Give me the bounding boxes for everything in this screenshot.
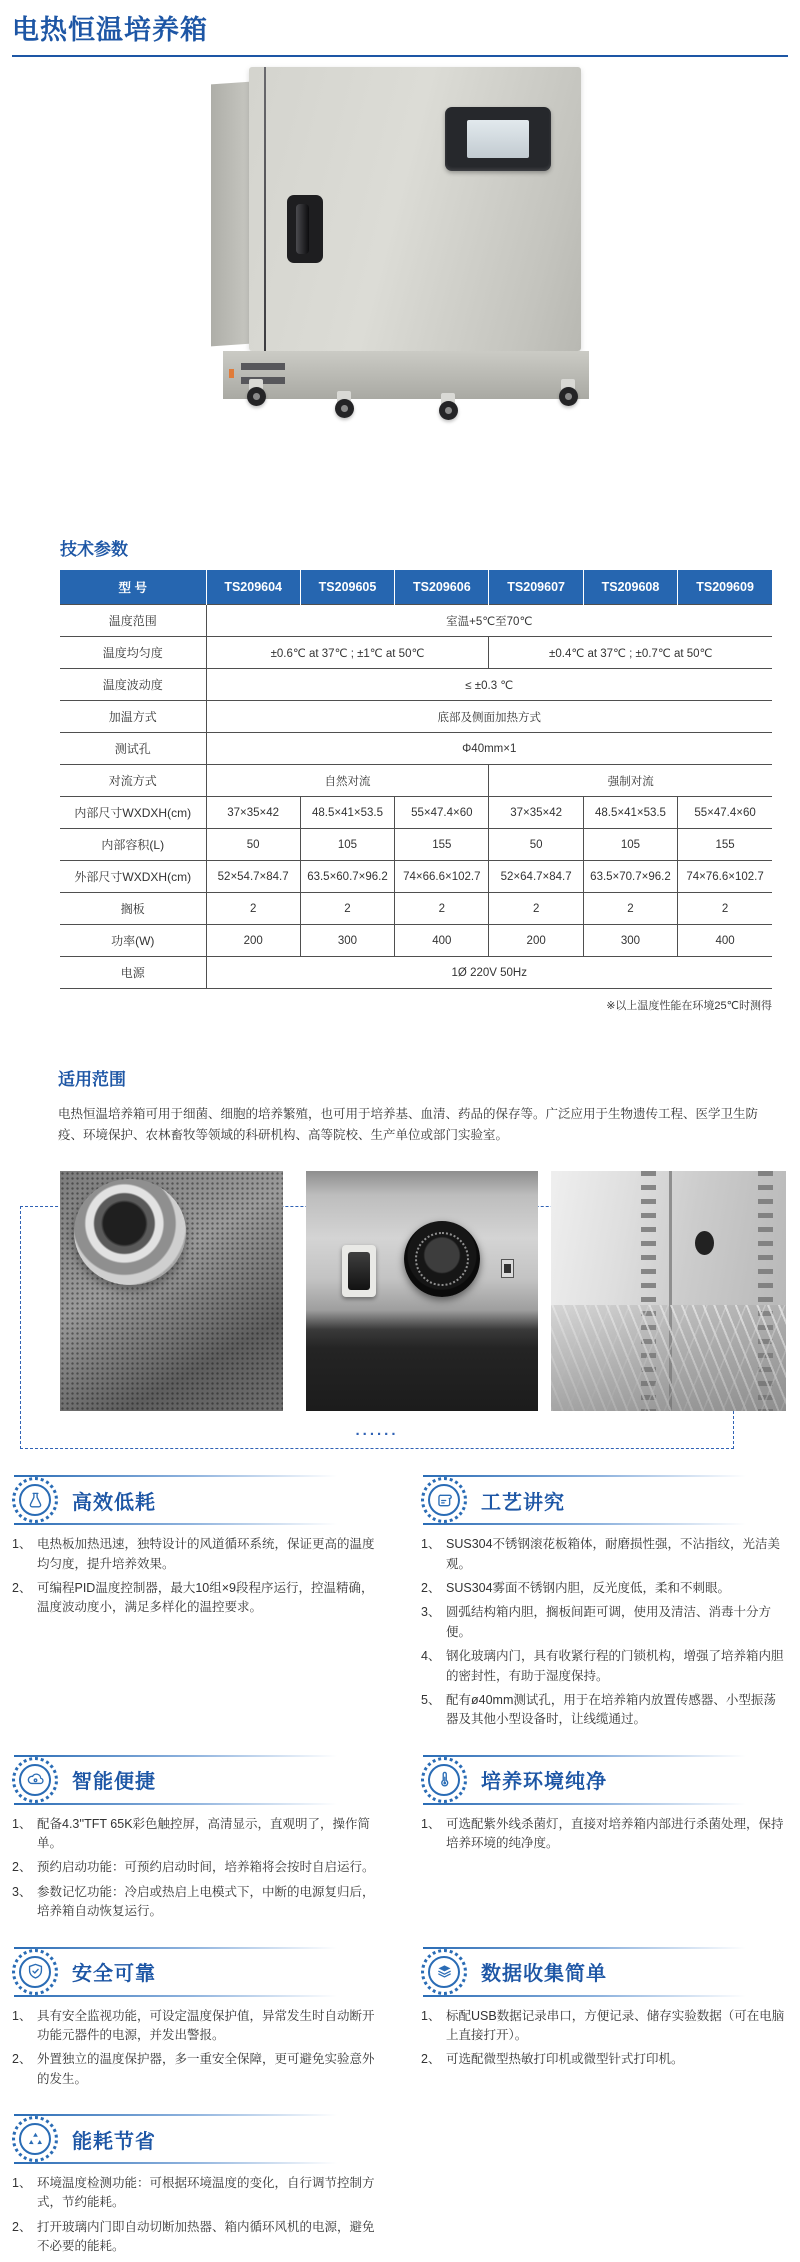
feature-list (12, 1535, 379, 1618)
spec-value: 55×47.4×60 (678, 797, 772, 829)
spec-value: 400 (395, 925, 489, 957)
spec-value: 37×35×42 (489, 797, 583, 829)
spec-value: 2 (300, 893, 394, 925)
feature-item (421, 2007, 788, 2046)
feature-item (12, 1535, 379, 1574)
touchscreen-display (445, 107, 551, 171)
feature-item-number: 2、 (421, 1581, 441, 1595)
feature-item (421, 1579, 788, 1598)
spec-row (60, 605, 772, 637)
specs-table (60, 570, 772, 989)
door-seam (264, 67, 266, 351)
feature-item-text: 钢化玻璃内门，具有收紧行程的门锁机构，增强了培养箱内胆的密封性，有助于湿度保持。 (446, 1649, 784, 1683)
spec-label: 内部尺寸WXDXH(cm) (60, 797, 206, 829)
specs-heading: 技术参数 (60, 540, 128, 559)
spec-value: 52×64.7×84.7 (489, 861, 583, 893)
feature-section (421, 1755, 788, 1927)
feature-item (421, 1535, 788, 1574)
feature-divider-bottom (14, 1523, 337, 1525)
model-column-header: TS209605 (300, 570, 394, 605)
feature-item-text: 参数记忆功能：冷启或热启上电模式下，中断的电源复归后，培养箱自动恢复运行。 (37, 1884, 375, 1919)
specs-section (60, 535, 772, 989)
feature-divider-top (423, 1755, 746, 1757)
spec-value: 52×54.7×84.7 (206, 861, 300, 893)
cabinet-base (223, 351, 589, 399)
caster-wheel (437, 393, 459, 423)
feature-badge (421, 1949, 467, 1995)
spec-value: 50 (206, 829, 300, 861)
spec-label: 温度范围 (60, 605, 206, 637)
spec-value: 2 (489, 893, 583, 925)
specs-table-body (60, 605, 772, 989)
feature-section (12, 1947, 379, 2095)
spec-label: 功率(W) (60, 925, 206, 957)
spec-value: 55×47.4×60 (395, 797, 489, 829)
spec-value: 48.5×41×53.5 (300, 797, 394, 829)
feature-item-number: 1、 (12, 1816, 32, 1831)
feature-section (12, 1475, 379, 1734)
spec-row (60, 829, 772, 861)
spec-value: 63.5×60.7×96.2 (300, 861, 394, 893)
test-hole-port (74, 1179, 186, 1285)
interior-hole (695, 1231, 714, 1255)
feature-item-text: 外置独立的温度保护器，多一重安全保障，更可避免实验意外的发生。 (37, 2052, 375, 2086)
feature-item-text: 标配USB数据记录串口，方便记录、储存实验数据（可在电脑上直接打开）。 (446, 2008, 785, 2042)
caster-wheel (557, 379, 579, 409)
spec-value: 底部及侧面加热方式 (206, 701, 772, 733)
spec-value: ±0.6℃ at 37℃ ; ±1℃ at 50℃ (206, 637, 489, 669)
shield-check-icon (26, 1962, 45, 1981)
spec-row (60, 637, 772, 669)
spec-label: 温度均匀度 (60, 637, 206, 669)
feature-item-text: SUS304雾面不锈钢内胆，反光度低，柔和不刺眼。 (446, 1581, 731, 1595)
scope-body: 电热恒温培养箱可用于细菌、细胞的培养繁殖，也可用于培养基、血清、药品的保存等。广泛应用于生物遗传工程、医学卫生防疫、环境保护、农林畜牧等领域的科研机构、高等院校、生产单位或部门实验室。 (58, 1107, 759, 1142)
feature-title: 高效低耗 (72, 1491, 156, 1514)
gallery-ellipsis: ...... (355, 1422, 399, 1440)
feature-item (12, 2218, 379, 2257)
caster-wheel (333, 391, 355, 421)
spec-row (60, 925, 772, 957)
feature-item-text: SUS304不锈钢滚花板箱体，耐磨损性强，不沾指纹，光洁美观。 (446, 1537, 781, 1571)
vent-slot (241, 363, 285, 370)
scope-heading: 适用范围 (58, 1070, 126, 1089)
feature-item-number: 3、 (12, 1884, 32, 1899)
flask-icon (26, 1491, 45, 1510)
spec-value: 1Ø 220V 50Hz (206, 957, 772, 989)
feature-grid (0, 1475, 800, 2261)
spec-label: 内部容积(L) (60, 829, 206, 861)
feature-title: 能耗节省 (72, 2130, 156, 2153)
feature-list (421, 2007, 788, 2070)
spec-row (60, 733, 772, 765)
feature-title: 安全可靠 (72, 1963, 156, 1985)
spec-value: 自然对流 (206, 765, 489, 797)
spec-label: 测试孔 (60, 733, 206, 765)
spec-value: 105 (300, 829, 394, 861)
feature-badge (421, 1757, 467, 1803)
spec-value: 300 (300, 925, 394, 957)
product-photo (0, 57, 800, 439)
feature-item-text: 打开玻璃内门即自动切断加热器、箱内循环风机的电源，避免不必要的能耗。 (37, 2219, 375, 2254)
detail-gallery (0, 1171, 800, 1455)
spec-value: 300 (583, 925, 677, 957)
feature-item (12, 2050, 379, 2089)
feature-item-number: 5、 (421, 1692, 441, 1707)
feature-item (12, 1883, 379, 1922)
spec-value: 400 (678, 925, 772, 957)
feature-item (12, 2007, 379, 2046)
spec-value: 200 (489, 925, 583, 957)
spec-value: 室温+5℃至70℃ (206, 605, 772, 637)
model-column-header: TS209609 (678, 570, 772, 605)
specs-note: ※以上温度性能在环境25℃时测得 (606, 1000, 772, 1012)
spec-value: 2 (583, 893, 677, 925)
feature-item-text: 可选配紫外线杀菌灯，直接对培养箱内部进行杀菌处理，保持培养环境的纯净度。 (446, 1816, 784, 1850)
model-column-header: TS209604 (206, 570, 300, 605)
feature-title: 工艺讲究 (481, 1491, 565, 1514)
spec-value: ≤ ±0.3 ℃ (206, 669, 772, 701)
spec-value: 155 (395, 829, 489, 861)
spec-value: 48.5×41×53.5 (583, 797, 677, 829)
feature-item-text: 电热板加热迅速，独特设计的风道循环系统，保证更高的温度均匀度，提升培养效果。 (37, 1537, 375, 1571)
page-title: 电热恒温培养箱 (12, 15, 208, 45)
feature-item-number: 2、 (12, 1860, 32, 1875)
feature-item-text: 环境温度检测功能：可根据环境温度的变化，自行调节控制方式，节约能耗。 (37, 2176, 375, 2210)
feature-title: 智能便捷 (72, 1771, 156, 1794)
feature-item-text: 圆弧结构箱内胆，搁板间距可调，使用及清洁、消毒十分方便。 (446, 1605, 772, 1639)
layers-icon (435, 1962, 454, 1981)
spec-value: ±0.4℃ at 37℃ ; ±0.7℃ at 50℃ (489, 637, 772, 669)
feature-item (421, 1647, 788, 1686)
feature-item (12, 1858, 379, 1877)
feature-badge (12, 1949, 58, 1995)
feature-badge (12, 2116, 58, 2162)
blueprint-scroll-icon (435, 1491, 454, 1510)
feature-list (12, 1815, 379, 1922)
feature-section (12, 1755, 379, 1927)
feature-section (421, 1475, 788, 1734)
spec-value: 2 (395, 893, 489, 925)
feature-divider-top (14, 2114, 337, 2116)
spec-value: 74×66.6×102.7 (395, 861, 489, 893)
door-handle (287, 195, 323, 263)
spec-value: 63.5×70.7×96.2 (583, 861, 677, 893)
rocker-switch (342, 1245, 376, 1297)
spec-row (60, 893, 772, 925)
spec-label: 加温方式 (60, 701, 206, 733)
feature-item-number: 2、 (12, 2219, 32, 2234)
label-column-header: 型 号 (60, 570, 206, 605)
feature-section (12, 2114, 379, 2262)
feature-item-number: 1、 (12, 2176, 32, 2190)
page-header (0, 0, 800, 57)
spec-value: 200 (206, 925, 300, 957)
feature-badge (12, 1757, 58, 1803)
feature-divider-bottom (423, 1995, 746, 1997)
model-column-header: TS209606 (395, 570, 489, 605)
spec-value: 105 (583, 829, 677, 861)
feature-item (421, 1691, 788, 1730)
spec-value: 强制对流 (489, 765, 772, 797)
test-hole-port-photo (60, 1171, 283, 1411)
feature-item-text: 配有ø40mm测试孔，用于在培养箱内放置传感器、小型振荡器及其他小型设备时，让线缆通过。 (446, 1692, 776, 1727)
feature-item (421, 2050, 788, 2069)
feature-divider-top (423, 1947, 746, 1949)
feature-divider-bottom (14, 2162, 337, 2164)
feature-divider-bottom (423, 1803, 746, 1805)
spec-label: 温度波动度 (60, 669, 206, 701)
feature-divider-top (14, 1755, 337, 1757)
feature-item-number: 1、 (12, 1537, 32, 1552)
model-column-header: TS209607 (489, 570, 583, 605)
control-panel-photo (306, 1171, 538, 1411)
spec-value: 50 (489, 829, 583, 861)
spec-row (60, 765, 772, 797)
feature-title: 培养环境纯净 (481, 1771, 607, 1794)
feature-section (421, 1947, 788, 2095)
feature-badge (421, 1477, 467, 1523)
feature-item-number: 3、 (421, 1605, 441, 1620)
feature-divider-bottom (14, 1803, 337, 1805)
spec-row (60, 957, 772, 989)
feature-item-text: 可选配微型热敏打印机或微型针式打印机。 (446, 2052, 684, 2067)
feature-item-number: 1、 (421, 2008, 441, 2023)
feature-divider-bottom (14, 1995, 337, 1997)
feature-item-number: 2、 (12, 2052, 32, 2067)
spec-label: 外部尺寸WXDXH(cm) (60, 861, 206, 893)
thermometer-icon (435, 1770, 454, 1789)
feature-list (12, 2007, 379, 2090)
spec-label: 对流方式 (60, 765, 206, 797)
spec-label: 电源 (60, 957, 206, 989)
feature-item-text: 配备4.3''TFT 65K彩色触控屏，高清显示，直观明了，操作简单。 (37, 1816, 371, 1850)
spec-value: 2 (678, 893, 772, 925)
spec-label: 搁板 (60, 893, 206, 925)
incubator-cabinet (185, 57, 615, 423)
feature-item (12, 1815, 379, 1854)
thermostat-dial (404, 1221, 480, 1297)
feature-item-text: 预约启动功能：可预约启动时间，培养箱将会按时自启运行。 (37, 1860, 375, 1875)
spec-value: Φ40mm×1 (206, 733, 772, 765)
feature-list (421, 1535, 788, 1729)
caster-wheel (245, 379, 267, 409)
feature-title: 数据收集简单 (481, 1963, 607, 1985)
feature-divider-top (423, 1475, 746, 1477)
scope-section (58, 1065, 758, 1145)
model-column-header: TS209608 (583, 570, 677, 605)
specs-table-head (60, 570, 772, 605)
feature-item-number: 2、 (12, 1581, 32, 1595)
spec-value: 155 (678, 829, 772, 861)
usb-port (501, 1259, 514, 1278)
wire-shelf (551, 1305, 786, 1411)
spec-row (60, 669, 772, 701)
feature-item-number: 1、 (12, 2008, 32, 2023)
feature-item-text: 具有安全监视功能，可设定温度保护值，异常发生时自动断开功能元器件的电源，并发出警报。 (37, 2008, 375, 2042)
feature-item (421, 1603, 788, 1642)
smart-cloud-icon (26, 1770, 45, 1789)
feature-item-number: 4、 (421, 1649, 441, 1664)
feature-item-text: 可编程PID温度控制器，最大10组×9段程序运行，控温精确，温度波动度小，满足多样化的温控要求。 (37, 1581, 374, 1615)
feature-divider-top (14, 1475, 337, 1477)
feature-list (421, 1815, 788, 1854)
feature-badge (12, 1477, 58, 1523)
spec-value: 37×35×42 (206, 797, 300, 829)
feature-item (12, 1579, 379, 1618)
feature-item-number: 1、 (421, 1816, 441, 1831)
feature-item-number: 1、 (421, 1537, 441, 1552)
interior-shelf-photo (551, 1171, 786, 1411)
spec-value: 2 (206, 893, 300, 925)
spec-value: 74×76.6×102.7 (678, 861, 772, 893)
feature-item (421, 1815, 788, 1854)
spec-row (60, 701, 772, 733)
feature-item (12, 2174, 379, 2213)
feature-list (12, 2174, 379, 2257)
feature-divider-bottom (423, 1523, 746, 1525)
recycle-icon (26, 2130, 45, 2149)
spec-row (60, 861, 772, 893)
feature-item-number: 2、 (421, 2052, 441, 2067)
spec-row (60, 797, 772, 829)
feature-divider-top (14, 1947, 337, 1949)
